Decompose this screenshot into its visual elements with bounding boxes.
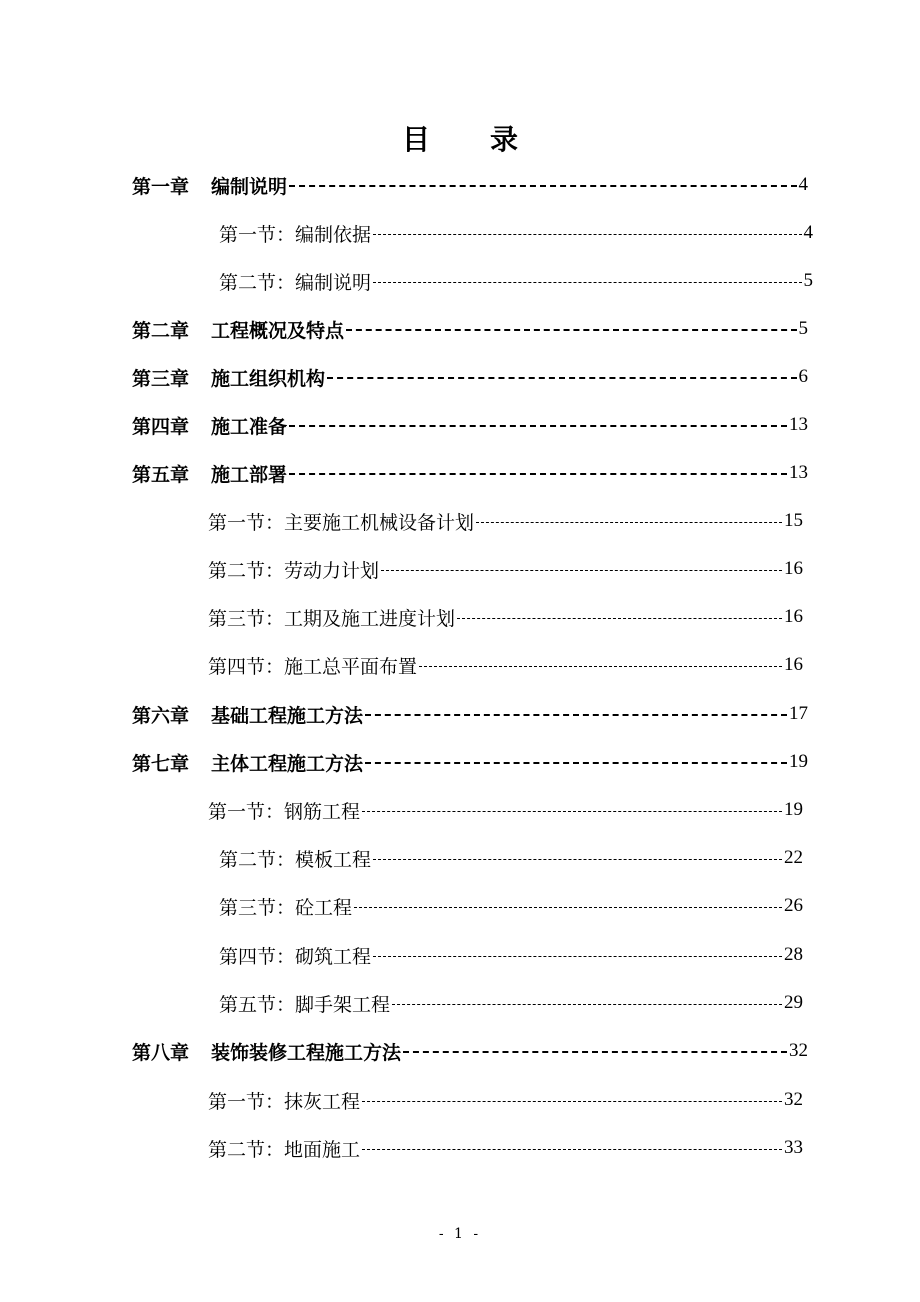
toc-entry-title: 施工组织机构	[211, 367, 326, 390]
toc-page-number: 6	[798, 366, 808, 387]
toc-page-number: 28	[784, 944, 803, 965]
toc-dash-leader	[365, 714, 787, 716]
toc-dash-leader	[381, 570, 782, 571]
toc-entry-title: 地面施工	[284, 1138, 361, 1161]
toc-page-number: 16	[784, 606, 803, 627]
toc-dash-leader	[362, 1101, 782, 1102]
toc-dash-leader	[289, 473, 787, 475]
toc-entry-label: 第三章	[132, 367, 190, 390]
toc-section-entry[interactable]	[208, 554, 803, 584]
toc-page-number: 17	[789, 703, 808, 724]
toc-entry-title: 编制说明	[211, 175, 288, 198]
toc-entry-label: 第一节：	[208, 1090, 285, 1113]
toc-page-number: 16	[784, 558, 803, 579]
page-title: 目录	[401, 123, 578, 156]
toc-entry-title: 编制依据	[295, 223, 372, 246]
toc-entry-title: 模板工程	[295, 848, 372, 871]
toc-dash-leader	[362, 811, 782, 812]
toc-entry-label: 第一节：	[208, 800, 285, 823]
toc-section-entry[interactable]	[219, 218, 813, 248]
toc-dash-leader	[327, 377, 796, 379]
toc-dash-leader	[373, 956, 782, 957]
toc-page-number: 16	[784, 654, 803, 675]
toc-entry-title: 抹灰工程	[284, 1090, 361, 1113]
toc-chapter-entry[interactable]	[132, 458, 808, 488]
toc-section-entry[interactable]	[208, 1085, 803, 1115]
toc-section-entry[interactable]	[219, 988, 803, 1018]
toc-section-entry[interactable]	[219, 843, 803, 873]
toc-entry-title: 主体工程施工方法	[211, 752, 364, 775]
toc-entry-label: 第二章	[132, 319, 190, 342]
toc-dash-leader	[362, 1149, 782, 1150]
toc-entry-title: 工期及施工进度计划	[284, 607, 456, 630]
toc-dash-leader	[365, 762, 787, 764]
toc-page-number: 19	[789, 751, 808, 772]
toc-dash-leader	[354, 907, 782, 908]
toc-dash-leader	[392, 1004, 782, 1005]
toc-entry-label: 第八章	[132, 1041, 190, 1064]
toc-section-entry[interactable]	[208, 795, 803, 825]
toc-entry-label: 第五章	[132, 463, 190, 486]
toc-entry-label: 第一章	[132, 175, 190, 198]
toc-entry-label: 第二节：	[219, 848, 296, 871]
toc-dash-leader	[289, 185, 796, 187]
toc-section-entry[interactable]	[219, 940, 803, 970]
toc-entry-title: 钢筋工程	[284, 800, 361, 823]
toc-chapter-entry[interactable]	[132, 699, 808, 729]
toc-chapter-entry[interactable]	[132, 1036, 808, 1066]
toc-entry-label: 第二节：	[219, 271, 296, 294]
toc-entry-title: 施工总平面布置	[284, 655, 418, 678]
toc-dash-leader	[419, 666, 782, 667]
toc-dash-leader	[476, 522, 782, 523]
toc-entry-title: 脚手架工程	[295, 993, 391, 1016]
toc-page-number: 15	[784, 510, 803, 531]
toc-entry-title: 施工部署	[211, 463, 288, 486]
toc-section-entry[interactable]	[208, 650, 803, 680]
toc-entry-label: 第四节：	[219, 945, 296, 968]
toc-page-number: 4	[798, 174, 808, 195]
page-number-footer: - 1 -	[438, 1226, 482, 1242]
toc-page-number: 5	[798, 318, 808, 339]
toc-entry-title: 基础工程施工方法	[211, 704, 364, 727]
toc-entry-title: 编制说明	[295, 271, 372, 294]
toc-chapter-entry[interactable]	[132, 170, 808, 200]
toc-entry-title: 砌筑工程	[295, 945, 372, 968]
toc-entry-label: 第六章	[132, 704, 190, 727]
toc-section-entry[interactable]	[219, 266, 813, 296]
toc-dash-leader	[373, 282, 801, 283]
toc-dash-leader	[457, 618, 782, 619]
toc-entry-label: 第五节：	[219, 993, 296, 1016]
toc-chapter-entry[interactable]	[132, 410, 808, 440]
toc-entry-label: 第七章	[132, 752, 190, 775]
toc-page-number: 13	[789, 414, 808, 435]
toc-page-number: 4	[803, 222, 813, 243]
toc-section-entry[interactable]	[219, 891, 803, 921]
toc-section-entry[interactable]	[208, 602, 803, 632]
toc-entry-title: 主要施工机械设备计划	[284, 511, 475, 534]
toc-section-entry[interactable]	[208, 1133, 803, 1163]
toc-entry-label: 第四章	[132, 415, 190, 438]
toc-page-number: 33	[784, 1137, 803, 1158]
toc-chapter-entry[interactable]	[132, 747, 808, 777]
toc-entry-title: 工程概况及特点	[211, 319, 345, 342]
toc-entry-label: 第三节：	[208, 607, 285, 630]
toc-entry-label: 第二节：	[208, 1138, 285, 1161]
toc-page-number: 32	[789, 1040, 808, 1061]
toc-page-number: 29	[784, 992, 803, 1013]
toc-entry-title: 施工准备	[211, 415, 288, 438]
toc-chapter-entry[interactable]	[132, 314, 808, 344]
toc-entry-label: 第三节：	[219, 896, 296, 919]
toc-entry-label: 第一节：	[208, 511, 285, 534]
toc-dash-leader	[403, 1051, 787, 1053]
toc-entry-label: 第一节：	[219, 223, 296, 246]
toc-section-entry[interactable]	[208, 506, 803, 536]
toc-page-number: 26	[784, 895, 803, 916]
toc-entry-title: 砼工程	[295, 896, 353, 919]
toc-page-number: 19	[784, 799, 803, 820]
toc-entry-title: 装饰装修工程施工方法	[211, 1041, 402, 1064]
toc-page-number: 5	[803, 270, 813, 291]
toc-page-number: 22	[784, 847, 803, 868]
toc-entry-label: 第四节：	[208, 655, 285, 678]
toc-chapter-entry[interactable]	[132, 362, 808, 392]
toc-page-number: 13	[789, 462, 808, 483]
toc-page-number: 32	[784, 1089, 803, 1110]
toc-entry-label: 第二节：	[208, 559, 285, 582]
toc-entry-title: 劳动力计划	[284, 559, 380, 582]
toc-dash-leader	[346, 329, 796, 331]
toc-dash-leader	[289, 425, 787, 427]
toc-dash-leader	[373, 234, 801, 235]
toc-dash-leader	[373, 859, 782, 860]
